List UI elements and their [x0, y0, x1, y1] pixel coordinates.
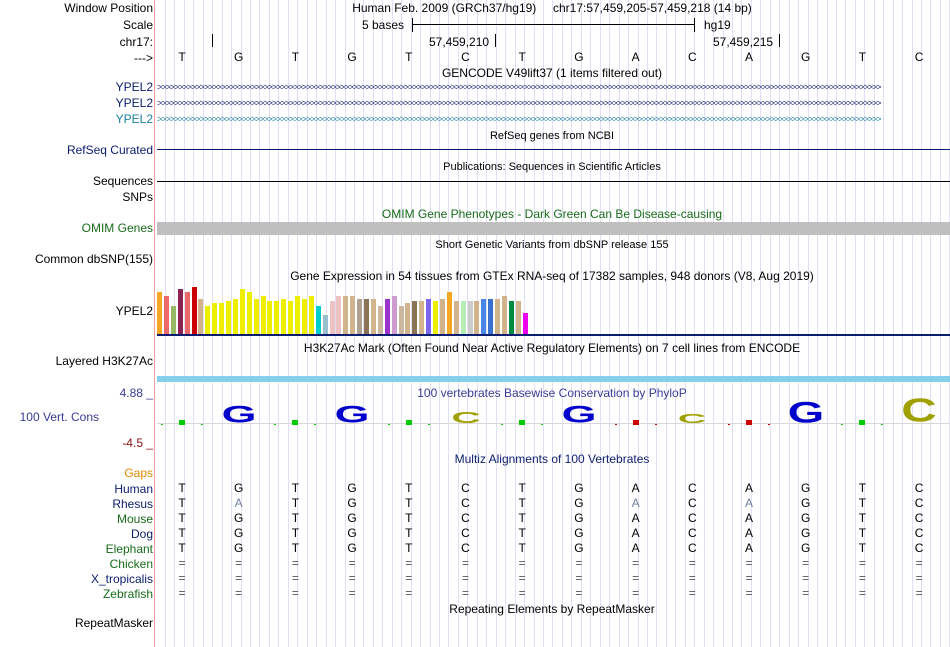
h3k27ac-track-title: H3K27Ac Mark (Often Found Near Active Regulatory Elements) on 7 cell lines from ENCODE	[303, 341, 801, 355]
species-label[interactable]: Dog	[130, 527, 153, 541]
alignment-base: T	[405, 541, 413, 555]
alignment-base: T	[178, 526, 186, 540]
gencode-track-label-3[interactable]: YPEL2	[115, 112, 153, 126]
gtex-tissue-bar[interactable]	[495, 299, 500, 334]
alignment-base: T	[518, 511, 526, 525]
alignment-base: =	[915, 586, 923, 600]
refseq-gene-line[interactable]	[157, 149, 950, 150]
multiz-track-title: Multiz Alignments of 100 Vertebrates	[454, 452, 650, 466]
alignment-base: A	[631, 496, 640, 510]
alignment-base: C	[914, 526, 924, 540]
alignment-base: T	[405, 496, 413, 510]
gtex-tissue-bar[interactable]	[399, 306, 404, 334]
chr-label: chr17:	[119, 35, 153, 49]
alignment-base: =	[178, 586, 186, 600]
alignment-base: =	[745, 571, 753, 585]
phylop-score-mark[interactable]	[787, 401, 823, 424]
alignment-base: T	[405, 511, 413, 525]
phylop-base-glyph: C	[450, 412, 481, 424]
alignment-base: =	[405, 586, 413, 600]
alignment-base: =	[235, 586, 243, 600]
alignment-base: T	[178, 481, 186, 495]
alignment-base: =	[291, 586, 299, 600]
alignment-base: =	[178, 571, 186, 585]
alignment-base: =	[632, 556, 640, 570]
gtex-tissue-bar[interactable]	[254, 299, 259, 334]
alignment-base: A	[744, 481, 754, 495]
alignment-base: T	[178, 496, 186, 510]
sequence-base: T	[858, 50, 867, 64]
alignment-base: A	[631, 481, 640, 495]
gtex-tissue-bar[interactable]	[426, 299, 431, 334]
alignment-base: G	[347, 541, 357, 555]
scale-bar-right-tick	[694, 18, 695, 32]
alignment-base: =	[178, 556, 186, 570]
alignment-base: T	[858, 541, 867, 555]
gtex-tissue-bar[interactable]	[267, 301, 272, 334]
gtex-gene-line	[157, 334, 950, 336]
gtex-tissue-bar[interactable]	[233, 299, 238, 334]
gtex-tissue-bar[interactable]	[343, 296, 348, 334]
refseq-track-label[interactable]: RefSeq Curated	[66, 143, 153, 157]
alignment-base: G	[347, 496, 357, 510]
publications-line[interactable]	[157, 181, 950, 182]
alignment-base: C	[461, 541, 470, 555]
gencode-transcript-1[interactable]: >>>>>>>>>>>>>>>>>>>>>>>>>>>>>>>>>>>>>>>>>>>>>>>>>>>>>>>>>>>>>>>>>>>>>>>>>>>>>>>>>>>>>>>>>>>>>>>>>>>>>>>>>>>>>>>>>>>>>>>>>>>>>>>>>>>>>>>>>>>>>>>>>>>>>>>>>>>>>>>>>>>>>>>>>>	[157, 82, 881, 92]
species-label[interactable]: X_tropicalis	[90, 572, 153, 586]
alignment-base: T	[178, 541, 186, 555]
gtex-tissue-bar[interactable]	[240, 289, 245, 334]
phylop-score-mark[interactable]	[292, 420, 298, 425]
species-label[interactable]: Chicken	[109, 557, 153, 571]
strand-label: --->	[134, 51, 153, 65]
alignment-base: G	[347, 526, 357, 540]
gtex-tissue-bar[interactable]	[419, 301, 424, 334]
gtex-tissue-bar[interactable]	[405, 303, 410, 334]
alignment-base: C	[687, 526, 697, 540]
ruler-tick-1	[212, 34, 213, 47]
ruler-tick-2	[495, 34, 496, 47]
sequences-track-label[interactable]: Sequences	[92, 174, 153, 188]
gtex-tissue-bar[interactable]	[454, 301, 459, 334]
alignment-base: G	[574, 526, 584, 540]
gtex-tissue-bar[interactable]	[178, 289, 183, 334]
alignment-base: T	[518, 541, 526, 555]
alignment-base: C	[687, 496, 697, 510]
alignment-base: A	[744, 511, 754, 525]
gtex-tissue-bar[interactable]	[192, 287, 197, 334]
alignment-base: =	[802, 571, 810, 585]
alignment-base: =	[348, 556, 356, 570]
alignment-base: G	[801, 496, 811, 510]
alignment-base: G	[574, 496, 584, 510]
phylop-base-glyph: G	[787, 401, 824, 424]
gtex-tissue-bar[interactable]	[309, 296, 314, 334]
phylop-score-mark[interactable]	[561, 405, 596, 424]
alignment-base: C	[461, 481, 470, 495]
gencode-track-title: GENCODE V49lift37 (1 items filtered out)	[441, 66, 663, 80]
gtex-tissue-bar[interactable]	[509, 301, 514, 334]
omim-phenotype-bar[interactable]	[157, 222, 950, 235]
alignment-base: =	[915, 571, 923, 585]
alignment-base: =	[235, 571, 243, 585]
phylop-base-glyph: G	[221, 405, 257, 424]
alignment-base: =	[291, 556, 299, 570]
alignment-base: =	[915, 556, 923, 570]
gtex-tissue-bar[interactable]	[164, 296, 169, 334]
alignment-base: =	[461, 586, 470, 600]
alignment-base: C	[914, 481, 924, 495]
gtex-tissue-bar[interactable]	[516, 301, 521, 334]
alignment-base: A	[744, 496, 754, 510]
alignment-base: =	[745, 556, 753, 570]
phylop-zero-line	[157, 423, 950, 424]
ruler-coord-2: 57,459,215	[713, 35, 774, 49]
alignment-base: G	[801, 511, 811, 525]
gtex-tissue-bar[interactable]	[274, 301, 279, 334]
gtex-tissue-bar[interactable]	[468, 301, 473, 334]
alignment-base: T	[518, 496, 526, 510]
gencode-transcript-3[interactable]: >>>>>>>>>>>>>>>>>>>>>>>>>>>>>>>>>>>>>>>>>>>>>>>>>>>>>>>>>>>>>>>>>>>>>>>>>>>>>>>>>>>>>>>>>>>>>>>>>>>>>>>>>>>>>>>>>>>>>>>>>>>>>>>>>>>>>>>>>>>>>>>>>>>>>>>>>>>>>>>>>>>>>>>>>>	[157, 114, 881, 124]
alignment-base: T	[291, 511, 300, 525]
species-label[interactable]: Elephant	[105, 542, 153, 556]
species-label[interactable]: Zebrafish	[102, 587, 153, 601]
position-header	[352, 1, 752, 15]
alignment-base: =	[688, 586, 696, 600]
alignment-base: C	[914, 511, 924, 525]
alignment-base: T	[858, 481, 867, 495]
sequence-base: T	[291, 50, 300, 64]
h3k27ac-signal-bar[interactable]	[157, 376, 950, 382]
gtex-tissue-bar[interactable]	[185, 292, 190, 334]
alignment-base: =	[575, 571, 583, 585]
alignment-base: C	[687, 541, 697, 555]
scale-label: Scale	[122, 18, 153, 32]
alignment-base: G	[347, 481, 357, 495]
alignment-base: C	[687, 481, 697, 495]
alignment-base: T	[518, 526, 526, 540]
alignment-base: =	[575, 556, 583, 570]
alignment-base: =	[858, 556, 866, 570]
alignment-base: A	[234, 496, 243, 510]
sequence-base: T	[405, 50, 413, 64]
gtex-tissue-bar[interactable]	[247, 292, 252, 334]
gtex-tissue-bar[interactable]	[198, 299, 203, 334]
alignment-base: G	[234, 541, 244, 555]
label-separator	[154, 0, 155, 647]
alignment-base: A	[744, 526, 754, 540]
phylop-base-glyph: G	[334, 405, 370, 424]
alignment-base: =	[405, 556, 413, 570]
gtex-tissue-bar[interactable]	[461, 301, 466, 334]
gtex-tissue-bar[interactable]	[219, 303, 224, 334]
alignment-base: =	[461, 556, 470, 570]
alignment-base: =	[632, 571, 640, 585]
phylop-base-glyph: C	[901, 398, 937, 424]
omim-track-title: OMIM Gene Phenotypes - Dark Green Can Be Disease-causing	[381, 207, 723, 221]
alignment-base: T	[405, 526, 413, 540]
alignment-base: =	[575, 586, 583, 600]
gtex-tissue-bar[interactable]	[481, 299, 486, 334]
phylop-score-mark[interactable]	[519, 420, 525, 425]
h3k27ac-track-label[interactable]: Layered H3K27Ac	[55, 354, 153, 368]
phylop-score-mark[interactable]	[859, 420, 865, 425]
alignment-base: A	[631, 526, 640, 540]
sequence-base: G	[574, 50, 584, 64]
phylop-base-glyph: G	[561, 405, 597, 424]
species-label[interactable]: Rhesus	[112, 497, 153, 511]
gtex-tissue-bar[interactable]	[447, 292, 452, 334]
alignment-base: C	[461, 511, 470, 525]
alignment-base: G	[574, 541, 584, 555]
phylop-score-mark[interactable]	[451, 412, 480, 424]
phylop-score-mark[interactable]	[335, 405, 370, 424]
gtex-tissue-bar[interactable]	[350, 296, 355, 334]
phylop-track-label[interactable]: 100 Vert. Cons	[19, 410, 99, 424]
gtex-tissue-bar[interactable]	[212, 303, 217, 334]
alignment-base: T	[858, 526, 867, 540]
gtex-tissue-bar[interactable]	[378, 306, 383, 334]
sequence-base: T	[178, 50, 186, 64]
gtex-tissue-bar[interactable]	[371, 299, 376, 334]
species-label[interactable]: Human	[114, 482, 153, 496]
alignment-base: T	[405, 481, 413, 495]
snps-track-label[interactable]: SNPs	[122, 190, 153, 204]
sequence-base: T	[518, 50, 526, 64]
alignment-base: G	[574, 511, 584, 525]
phylop-score-mark[interactable]	[678, 414, 706, 424]
alignment-base: G	[234, 526, 244, 540]
alignment-base: G	[234, 481, 244, 495]
alignment-base: C	[461, 496, 470, 510]
repeatmasker-track-label[interactable]: RepeatMasker	[74, 616, 153, 630]
gencode-transcript-2[interactable]: >>>>>>>>>>>>>>>>>>>>>>>>>>>>>>>>>>>>>>>>>>>>>>>>>>>>>>>>>>>>>>>>>>>>>>>>>>>>>>>>>>>>>>>>>>>>>>>>>>>>>>>>>>>>>>>>>>>>>>>>>>>>>>>>>>>>>>>>>>>>>>>>>>>>>>>>>>>>>>>>>>>>>>>>>>	[157, 98, 881, 108]
scale-bar	[412, 24, 695, 25]
gtex-tissue-bar[interactable]	[295, 296, 300, 334]
phylop-max-label: 4.88 _	[119, 386, 153, 400]
gtex-tissue-bar[interactable]	[488, 299, 493, 334]
phylop-base-glyph: C	[678, 414, 707, 424]
gtex-tissue-bar[interactable]	[288, 301, 293, 334]
sequence-base: A	[631, 50, 640, 64]
alignment-base: =	[405, 571, 413, 585]
alignment-base: =	[461, 571, 470, 585]
alignment-base: A	[631, 541, 640, 555]
gtex-tissue-bar[interactable]	[392, 296, 397, 334]
alignment-base: A	[744, 541, 754, 555]
alignment-base: T	[291, 481, 300, 495]
gtex-tissue-bar[interactable]	[261, 296, 266, 334]
ruler-coord-1: 57,459,210	[429, 35, 490, 49]
dbsnp-track-label[interactable]: Common dbSNP(155)	[34, 252, 153, 266]
gtex-track-label[interactable]: YPEL2	[115, 304, 153, 318]
species-label[interactable]: Mouse	[116, 512, 153, 526]
alignment-base: =	[235, 556, 243, 570]
alignment-base: G	[574, 481, 584, 495]
omim-track-label[interactable]: OMIM Genes	[81, 221, 153, 235]
phylop-track-title: 100 vertebrates Basewise Conservation by PhyloP	[417, 386, 687, 400]
phylop-min-label: -4.5 _	[122, 436, 153, 450]
alignment-base: =	[858, 571, 866, 585]
dbsnp-track-title: Short Genetic Variants from dbSNP release 155	[435, 239, 669, 251]
phylop-score-mark[interactable]	[406, 420, 412, 425]
window-position-label: Window Position	[64, 1, 153, 15]
gtex-tissue-bar[interactable]	[157, 292, 162, 334]
alignment-base: =	[518, 571, 526, 585]
phylop-score-mark[interactable]	[221, 405, 256, 424]
gtex-tissue-bar[interactable]	[316, 306, 321, 334]
alignment-base: T	[858, 511, 867, 525]
alignment-base: G	[347, 511, 357, 525]
sequence-base: C	[687, 50, 697, 64]
gtex-tissue-bar[interactable]	[281, 299, 286, 334]
phylop-score-mark[interactable]	[179, 420, 185, 425]
alignment-base: =	[745, 586, 753, 600]
gtex-tissue-bar[interactable]	[440, 299, 445, 334]
gtex-tissue-bar[interactable]	[336, 296, 341, 334]
gtex-tissue-bar[interactable]	[323, 315, 328, 334]
gtex-tissue-bar[interactable]	[433, 301, 438, 334]
alignment-base: G	[234, 511, 244, 525]
alignment-base: =	[518, 586, 526, 600]
alignment-base: T	[291, 541, 300, 555]
position-range: chr17:57,459,205-57,459,218 (14 bp)	[552, 1, 752, 15]
gencode-track-label-1[interactable]: YPEL2	[115, 80, 153, 94]
gtex-track-title: Gene Expression in 54 tissues from GTEx RNA-seq of 17382 samples, 948 donors (V8, Aug 2019)	[290, 269, 814, 283]
alignment-base: C	[914, 541, 924, 555]
alignment-base: T	[858, 496, 867, 510]
phylop-score-mark[interactable]	[901, 398, 936, 424]
gtex-tissue-bar[interactable]	[412, 301, 417, 334]
gtex-tissue-bar[interactable]	[502, 296, 507, 334]
sequence-base: G	[234, 50, 244, 64]
gencode-track-label-2[interactable]: YPEL2	[115, 96, 153, 110]
sequence-base: G	[347, 50, 357, 64]
sequence-base: C	[461, 50, 470, 64]
gtex-tissue-bar[interactable]	[226, 301, 231, 334]
alignment-base: T	[291, 526, 300, 540]
gtex-tissue-bar[interactable]	[330, 301, 335, 334]
alignment-base: T	[518, 481, 526, 495]
repeatmasker-track-title: Repeating Elements by RepeatMasker	[449, 602, 655, 616]
ruler-tick-3	[779, 34, 780, 47]
scale-text: 5 bases	[362, 18, 405, 32]
gtex-tissue-bar[interactable]	[357, 299, 362, 334]
alignment-base: =	[858, 586, 866, 600]
alignment-base: =	[632, 586, 640, 600]
gaps-label: Gaps	[124, 466, 153, 480]
scale-bar-left-tick	[412, 18, 413, 32]
alignment-base: =	[802, 586, 810, 600]
alignment-base: T	[291, 496, 300, 510]
publications-track-title: Publications: Sequences in Scientific Articles	[443, 161, 661, 173]
phylop-score-mark[interactable]	[633, 420, 639, 425]
alignment-base: G	[801, 481, 811, 495]
gtex-tissue-bar[interactable]	[364, 299, 369, 334]
sequence-base: A	[744, 50, 754, 64]
gtex-tissue-bar[interactable]	[474, 301, 479, 334]
assembly-name: Human Feb. 2009 (GRCh37/hg19)	[352, 1, 537, 15]
sequence-base: G	[801, 50, 811, 64]
gtex-tissue-bar[interactable]	[523, 313, 528, 334]
alignment-base: =	[688, 571, 696, 585]
alignment-base: =	[348, 586, 356, 600]
gtex-tissue-bar[interactable]	[205, 306, 210, 334]
alignment-base: G	[801, 541, 811, 555]
alignment-base: C	[461, 526, 470, 540]
alignment-base: G	[801, 526, 811, 540]
gtex-tissue-bar[interactable]	[302, 299, 307, 334]
sequence-base: C	[914, 50, 924, 64]
alignment-base: =	[688, 556, 696, 570]
gtex-tissue-bar[interactable]	[385, 299, 390, 334]
alignment-base: C	[687, 511, 697, 525]
alignment-base: =	[518, 556, 526, 570]
alignment-base: T	[178, 511, 186, 525]
gtex-tissue-bar[interactable]	[171, 306, 176, 334]
db-label: hg19	[704, 18, 731, 32]
alignment-base: =	[291, 571, 299, 585]
alignment-base: C	[914, 496, 924, 510]
refseq-track-title: RefSeq genes from NCBI	[489, 130, 615, 142]
alignment-base: =	[348, 571, 356, 585]
alignment-base: =	[802, 556, 810, 570]
phylop-score-mark[interactable]	[746, 420, 752, 425]
alignment-base: A	[631, 511, 640, 525]
